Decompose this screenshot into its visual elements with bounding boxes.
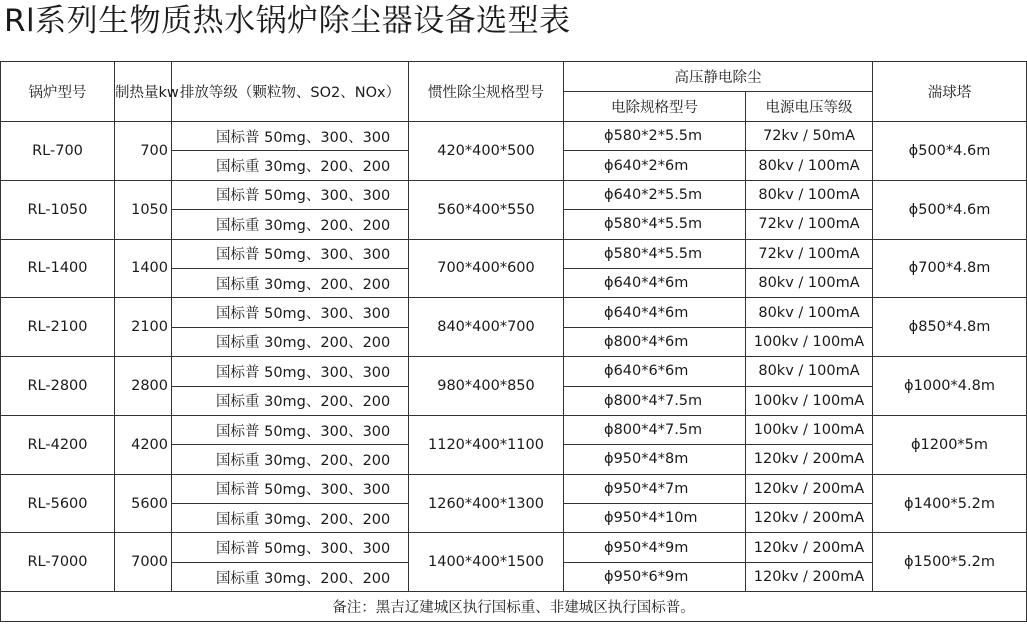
hv-power-cell: 100kv / 100mA	[746, 327, 873, 356]
emission-cell: 国标普 50mg、300、300	[172, 415, 409, 444]
header-heat: 制热量kw	[115, 62, 172, 122]
tower-cell: ϕ1200*5m	[873, 415, 1027, 474]
emission-cell: 国标重 30mg、200、200	[172, 210, 409, 239]
emission-cell: 国标重 30mg、200、200	[172, 268, 409, 297]
table-row	[1, 533, 1027, 562]
emission-cell: 国标普 50mg、300、300	[172, 357, 409, 386]
hv-power-cell: 100kv / 100mA	[746, 415, 873, 444]
hv-power-cell: 120kv / 200mA	[746, 504, 873, 533]
inertial-cell: 700*400*600	[409, 239, 564, 298]
table-row	[1, 122, 1027, 151]
model-cell: RL-700	[1, 122, 115, 181]
hv-spec-cell: ϕ800*4*7.5m	[564, 386, 746, 415]
emission-cell: 国标重 30mg、200、200	[172, 386, 409, 415]
emission-cell: 国标普 50mg、300、300	[172, 239, 409, 268]
emission-cell: 国标重 30mg、200、200	[172, 562, 409, 591]
hv-power-cell: 120kv / 200mA	[746, 474, 873, 503]
tower-cell: ϕ500*4.6m	[873, 122, 1027, 181]
inertial-cell: 1260*400*1300	[409, 474, 564, 533]
model-cell: RL-5600	[1, 474, 115, 533]
tower-cell: ϕ1500*5.2m	[873, 533, 1027, 592]
inertial-cell: 1120*400*1100	[409, 415, 564, 474]
table-row	[1, 239, 1027, 268]
header-emission: 排放等级（颗粒物、SO2、NOx）	[172, 62, 409, 122]
hv-power-cell: 72kv / 50mA	[746, 122, 873, 151]
hv-spec-cell: ϕ950*4*7m	[564, 474, 746, 503]
table-body	[1, 62, 1027, 622]
hv-spec-cell: ϕ640*6*6m	[564, 357, 746, 386]
inertial-cell: 980*400*850	[409, 357, 564, 416]
model-cell: RL-2100	[1, 298, 115, 357]
emission-cell: 国标普 50mg、300、300	[172, 180, 409, 209]
emission-cell: 国标普 50mg、300、300	[172, 122, 409, 151]
model-cell: RL-1050	[1, 180, 115, 239]
tower-cell: ϕ1400*5.2m	[873, 474, 1027, 533]
inertial-cell: 560*400*550	[409, 180, 564, 239]
tower-cell: ϕ700*4.8m	[873, 239, 1027, 298]
emission-cell: 国标普 50mg、300、300	[172, 298, 409, 327]
tower-cell: ϕ1000*4.8m	[873, 357, 1027, 416]
emission-cell: 国标普 50mg、300、300	[172, 533, 409, 562]
header-tower: 湍球塔	[873, 62, 1027, 122]
emission-cell: 国标重 30mg、200、200	[172, 151, 409, 180]
table-row	[1, 415, 1027, 444]
hv-spec-cell: ϕ640*2*5.5m	[564, 180, 746, 209]
emission-cell: 国标普 50mg、300、300	[172, 474, 409, 503]
hv-spec-cell: ϕ800*4*6m	[564, 327, 746, 356]
table-row	[1, 180, 1027, 209]
tower-cell: ϕ500*4.6m	[873, 180, 1027, 239]
header-hv-power: 电源电压等级	[746, 92, 873, 122]
hv-spec-cell: ϕ580*4*5.5m	[564, 210, 746, 239]
hv-power-cell: 120kv / 200mA	[746, 533, 873, 562]
model-cell: RL-2800	[1, 357, 115, 416]
hv-spec-cell: ϕ950*4*9m	[564, 533, 746, 562]
model-cell: RL-4200	[1, 415, 115, 474]
hv-spec-cell: ϕ580*4*5.5m	[564, 239, 746, 268]
inertial-cell: 840*400*700	[409, 298, 564, 357]
hv-spec-cell: ϕ640*4*6m	[564, 298, 746, 327]
hv-power-cell: 80kv / 100mA	[746, 151, 873, 180]
header-hv: 高压静电除尘	[564, 62, 873, 92]
hv-power-cell: 80kv / 100mA	[746, 298, 873, 327]
heat-cell: 700	[115, 122, 172, 181]
model-cell: RL-1400	[1, 239, 115, 298]
heat-cell: 7000	[115, 533, 172, 592]
heat-cell: 2800	[115, 357, 172, 416]
note-row	[1, 592, 1027, 622]
table-row	[1, 298, 1027, 327]
hv-power-cell: 72kv / 100mA	[746, 239, 873, 268]
table-row	[1, 357, 1027, 386]
heat-cell: 2100	[115, 298, 172, 357]
heat-cell: 1050	[115, 180, 172, 239]
inertial-cell: 1400*400*1500	[409, 533, 564, 592]
hv-spec-cell: ϕ580*2*5.5m	[564, 122, 746, 151]
table-row	[1, 474, 1027, 503]
heat-cell: 1400	[115, 239, 172, 298]
header-row	[1, 62, 1027, 92]
model-cell: RL-7000	[1, 533, 115, 592]
header-inertial: 惯性除尘规格型号	[409, 62, 564, 122]
hv-power-cell: 120kv / 200mA	[746, 562, 873, 591]
heat-cell: 5600	[115, 474, 172, 533]
hv-spec-cell: ϕ950*4*8m	[564, 445, 746, 474]
hv-power-cell: 80kv / 100mA	[746, 357, 873, 386]
page-title: Rl系列生物质热水锅炉除尘器设备选型表	[4, 3, 571, 39]
tower-cell: ϕ850*4.8m	[873, 298, 1027, 357]
hv-spec-cell: ϕ950*4*10m	[564, 504, 746, 533]
hv-spec-cell: ϕ950*6*9m	[564, 562, 746, 591]
emission-cell: 国标重 30mg、200、200	[172, 445, 409, 474]
header-hv-spec: 电除规格型号	[564, 92, 746, 122]
note-text: 备注：黑吉辽建城区执行国标重、非建城区执行国标普。	[1, 592, 1027, 622]
heat-cell: 4200	[115, 415, 172, 474]
selection-table	[0, 61, 1027, 622]
hv-spec-cell: ϕ640*2*6m	[564, 151, 746, 180]
hv-power-cell: 80kv / 100mA	[746, 180, 873, 209]
hv-spec-cell: ϕ800*4*7.5m	[564, 415, 746, 444]
header-model: 锅炉型号	[1, 62, 115, 122]
inertial-cell: 420*400*500	[409, 122, 564, 181]
hv-power-cell: 120kv / 200mA	[746, 445, 873, 474]
emission-cell: 国标重 30mg、200、200	[172, 504, 409, 533]
hv-power-cell: 100kv / 100mA	[746, 386, 873, 415]
hv-power-cell: 72kv / 100mA	[746, 210, 873, 239]
hv-spec-cell: ϕ640*4*6m	[564, 268, 746, 297]
emission-cell: 国标重 30mg、200、200	[172, 327, 409, 356]
hv-power-cell: 80kv / 100mA	[746, 268, 873, 297]
